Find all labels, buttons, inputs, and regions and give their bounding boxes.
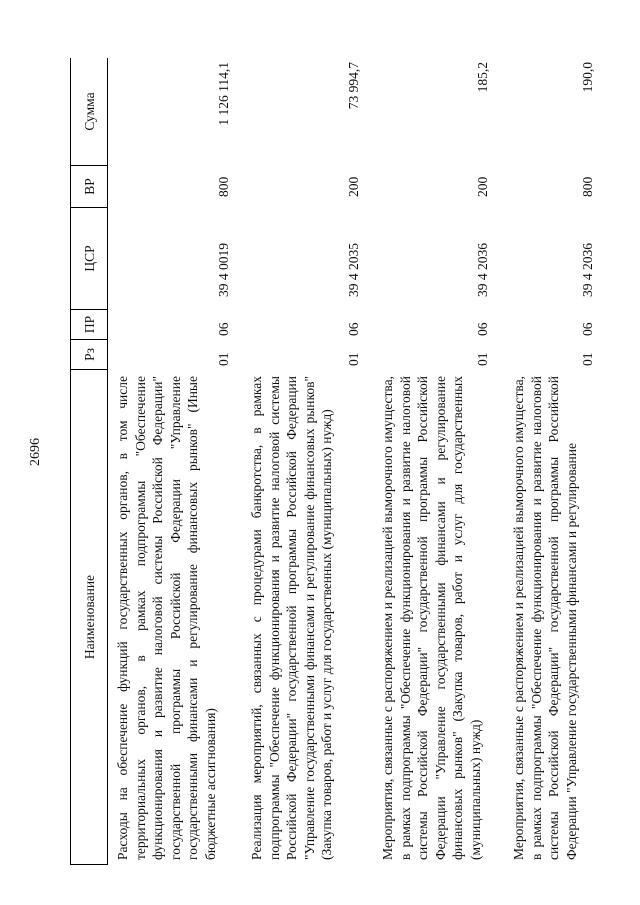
row-rz: 01 [216, 352, 231, 366]
row-pr: 06 [475, 322, 490, 336]
row-name: Мероприятия, связанные с распоряжением и реализацией выморочного имущества, в рамках подпрограммы "Обеспечение функционирования и развитие налоговой системы Российской Федерации" государственной программы Российской Федерации "Управление государственными финансами и регулирование финансовых рынков" (Закупка товаров, работ и услуг для государственных (муниципальных) нужд) [380, 376, 483, 860]
row-pr: 06 [216, 322, 231, 336]
row-sum: 185,2 [475, 62, 490, 93]
row-name: Расходы на обеспечение функций государственных органов, в том числе территориальных органов, в рамках подпрограммы "Обеспечение функционирования и развитие налоговой системы Российской Федерации" государственной программы Российской Федерации "Управление государственными финансами и регулирование финансовых рынков" (Иные бюджетные ассигнования) [115, 376, 218, 860]
row-csr: 39 4 2035 [346, 243, 361, 297]
table-row [244, 58, 372, 865]
budget-table [70, 58, 600, 865]
row-rz: 01 [580, 352, 595, 366]
header-rz: Рз [71, 339, 108, 369]
row-csr: 39 4 0019 [216, 243, 231, 297]
table-row [110, 58, 244, 865]
header-vr: ВР [71, 165, 108, 207]
header-pr: ПР [71, 309, 108, 339]
table-row [506, 58, 600, 865]
row-name: Мероприятия, связанные с распоряжением и реализацией выморочного имущества, в рамках подпрограммы "Обеспечение функционирования и развитие налоговой системы Российской Федерации" государственной программы Российской Федерации "Управление государственными финансами и регулирование [511, 376, 579, 860]
table-header [70, 58, 108, 865]
row-rz: 01 [475, 352, 490, 366]
row-csr: 39 4 2036 [580, 243, 595, 297]
row-name: Реализация мероприятий, связанных с процедурами банкротства, в рамках подпрограммы "Обеспечение функционирования и развитие налоговой системы Российской Федерации" государственной программы Российской Федерации "Управление государственными финансами и регулирование финансовых рынков" (Закупка товаров, работ и услуг для государственных (муниципальных) нужд) [249, 376, 335, 860]
header-csr: ЦСР [71, 207, 108, 309]
rotated-page [70, 58, 600, 865]
table-row [375, 58, 503, 865]
header-name: Наименование [71, 369, 108, 864]
row-pr: 06 [580, 322, 595, 336]
row-vr: 200 [346, 176, 361, 197]
row-sum: 1 126 114,1 [216, 62, 231, 126]
row-pr: 06 [346, 322, 361, 336]
page-number: 2696 [28, 438, 43, 466]
row-rz: 01 [346, 352, 361, 366]
row-sum: 190,0 [580, 62, 595, 93]
row-vr: 200 [475, 176, 490, 197]
header-sum: Сумма [71, 58, 108, 165]
row-vr: 800 [216, 176, 231, 197]
row-sum: 73 994,7 [346, 62, 361, 110]
row-vr: 800 [580, 176, 595, 197]
row-csr: 39 4 2036 [475, 243, 490, 297]
